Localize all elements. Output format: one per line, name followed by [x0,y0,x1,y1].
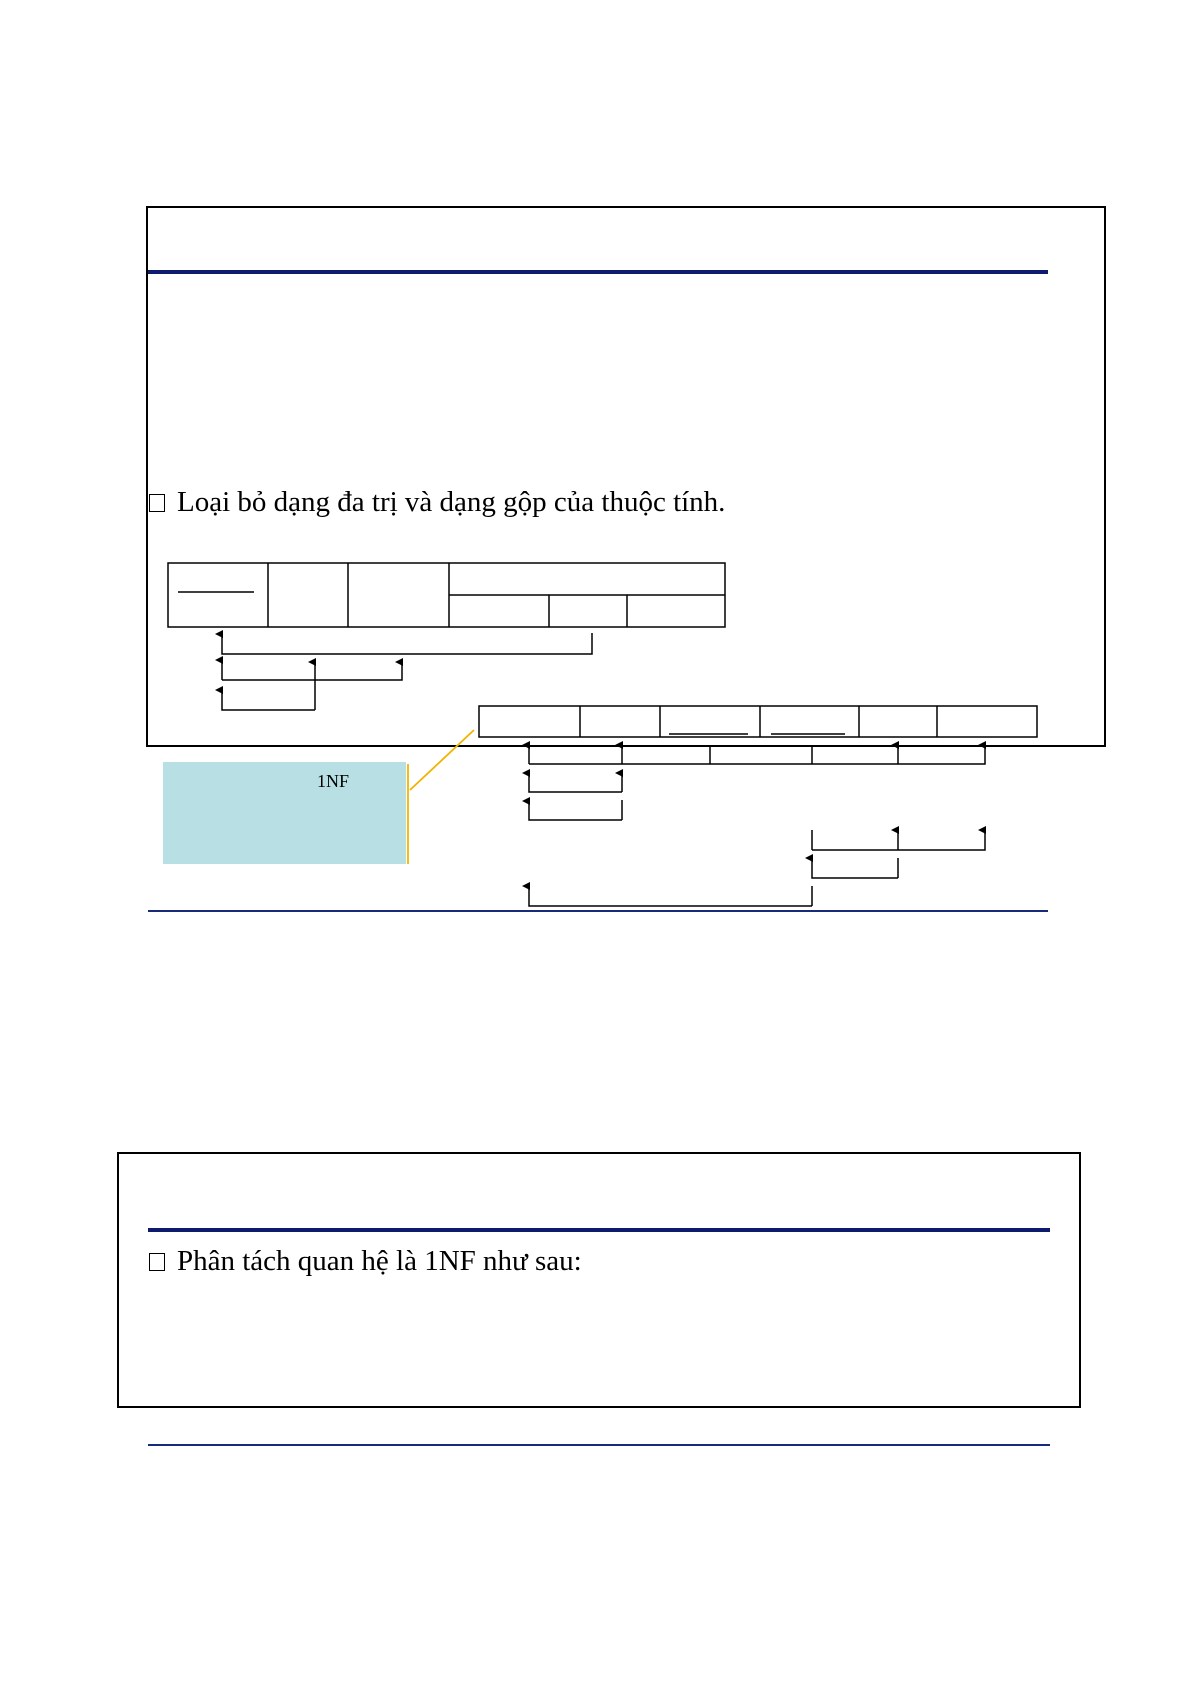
callout-1nf-label: 1NF [317,771,350,791]
bullet-box-icon [149,1253,165,1271]
slide-1-bullet-text: Loại bỏ dạng đa trị và dạng gộp của thuộc tính. [177,486,726,518]
slide-2-bullet-text: Phân tách quan hệ là 1NF như sau: [177,1245,582,1277]
relation-table-1nf [479,706,1037,737]
slide-2-title-rule [148,1228,1050,1232]
relation-table-original [168,563,725,627]
slide-2-frame [117,1152,1081,1408]
slide-1-bottom-rule [148,910,1048,912]
dependency-arrows-original [222,633,592,710]
callout-connector [408,730,474,864]
dependency-arrows-1nf [529,745,985,906]
slide-2-bullet [149,1245,582,1278]
slide-2-bottom-rule [148,1444,1050,1446]
